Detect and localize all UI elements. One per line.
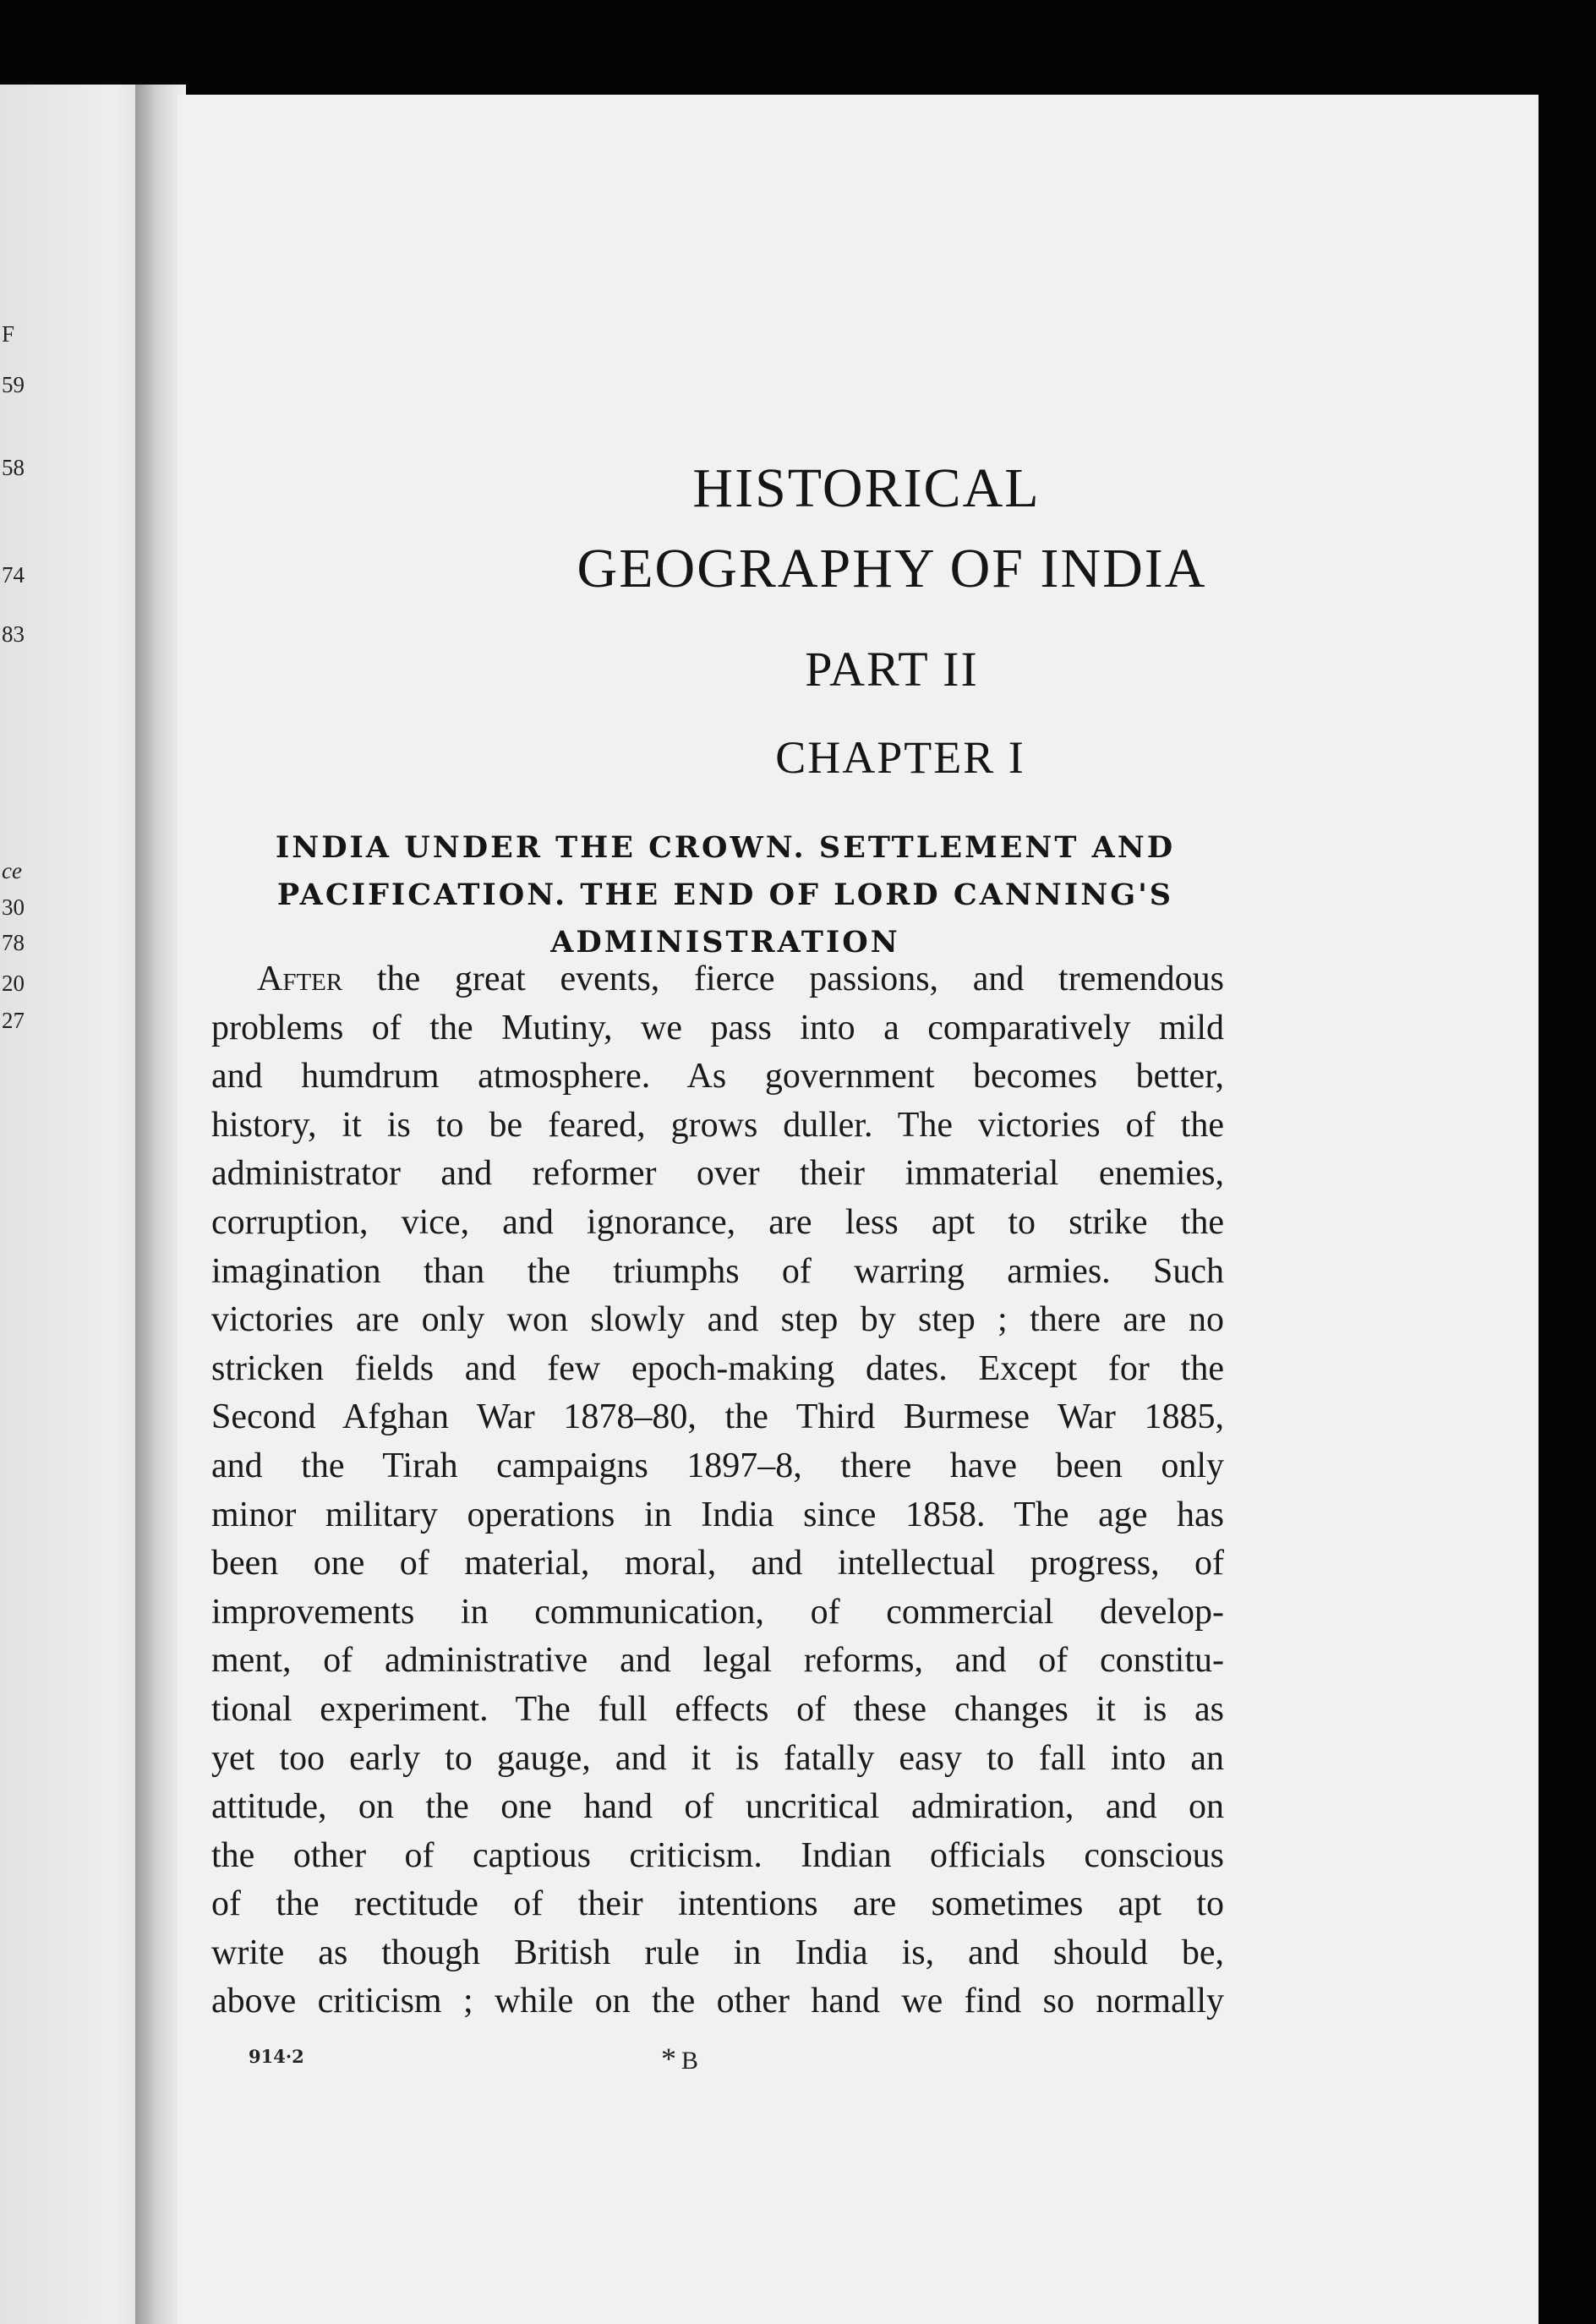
- text-line: problems of the Mutiny, we pass into a comparatively mild: [211, 1008, 1224, 1047]
- text-line: history, it is to be feared, grows duller. The victories of the: [211, 1105, 1224, 1145]
- gathering-letter: B: [681, 2047, 699, 2075]
- text-line: the other of captious criticism. Indian officials conscious: [211, 1835, 1224, 1875]
- text-line: write as though British rule in India is, and should be,: [211, 1933, 1224, 1972]
- text-line: imagination than the triumphs of warring armies. Such: [211, 1251, 1224, 1291]
- margin-fragment: 30: [2, 894, 25, 920]
- text-line: corruption, vice, and ignorance, are less apt to strike the: [211, 1202, 1224, 1242]
- margin-fragment: 59: [2, 372, 25, 397]
- text-line: attitude, on the one hand of uncritical admiration, and on: [211, 1787, 1224, 1827]
- text-line: and humdrum atmosphere. As government becomes better,: [211, 1057, 1224, 1096]
- signature-mark: [661, 2041, 698, 2076]
- part-heading: PART II: [805, 642, 979, 697]
- chapter-heading: CHAPTER I: [775, 732, 1025, 783]
- margin-fragment: 58: [2, 455, 25, 480]
- margin-fragment: ce: [2, 858, 22, 883]
- text-line: minor military operations in India since 1858. The age has: [211, 1495, 1224, 1534]
- text-line: victories are only won slowly and step by step ; there are no: [211, 1300, 1224, 1340]
- printer-signature: 914·2: [249, 2046, 304, 2067]
- text-line: of the rectitude of their intentions are sometimes apt to: [211, 1884, 1224, 1924]
- margin-fragment: 78: [2, 930, 25, 955]
- text-line: ment, of administrative and legal reforms, and of constitu-: [211, 1641, 1224, 1681]
- margin-fragment: F: [2, 321, 15, 347]
- body-paragraph: [211, 955, 1224, 2026]
- text-line: tional experiment. The full effects of these changes it is as: [211, 1689, 1224, 1729]
- book-title-line-2: GEOGRAPHY OF INDIA: [577, 538, 1207, 599]
- chapter-subtitle-line: PACIFICATION. THE END OF LORD CANNING'S: [276, 878, 1174, 912]
- text-line-rest: the great events, fierce passions, and tremendous: [342, 960, 1224, 998]
- drop-word: After: [257, 960, 343, 998]
- text-line: stricken fields and few epoch-making dates. Except for the: [211, 1348, 1224, 1388]
- text-line: [211, 955, 1224, 1004]
- margin-fragment: 27: [2, 1008, 25, 1033]
- text-line: improvements in communication, of commercial develop-: [211, 1592, 1224, 1632]
- book-title-line-1: HISTORICAL: [692, 457, 1041, 519]
- chapter-subtitle-line: INDIA UNDER THE CROWN. SETTLEMENT AND: [275, 830, 1176, 865]
- margin-fragment: 83: [2, 621, 25, 647]
- scan-border: [1539, 0, 1596, 2324]
- text-line: been one of material, moral, and intellectual progress, of: [211, 1544, 1224, 1583]
- margin-fragment: 74: [2, 562, 25, 588]
- chapter-subtitle-line: ADMINISTRATION: [550, 925, 900, 960]
- text-line: and the Tirah campaigns 1897–8, there have been only: [211, 1446, 1224, 1485]
- text-line: yet too early to gauge, and it is fatally easy to fall into an: [211, 1738, 1224, 1778]
- chapter-subtitle: [227, 824, 1224, 966]
- text-line: Second Afghan War 1878–80, the Third Burmese War 1885,: [211, 1397, 1224, 1437]
- asterisk-mark: *: [661, 2042, 676, 2075]
- text-line: above criticism ; while on the other hand we find so normally: [211, 1982, 1224, 2021]
- text-line: administrator and reformer over their immaterial enemies,: [211, 1154, 1224, 1194]
- margin-fragment: 20: [2, 971, 25, 996]
